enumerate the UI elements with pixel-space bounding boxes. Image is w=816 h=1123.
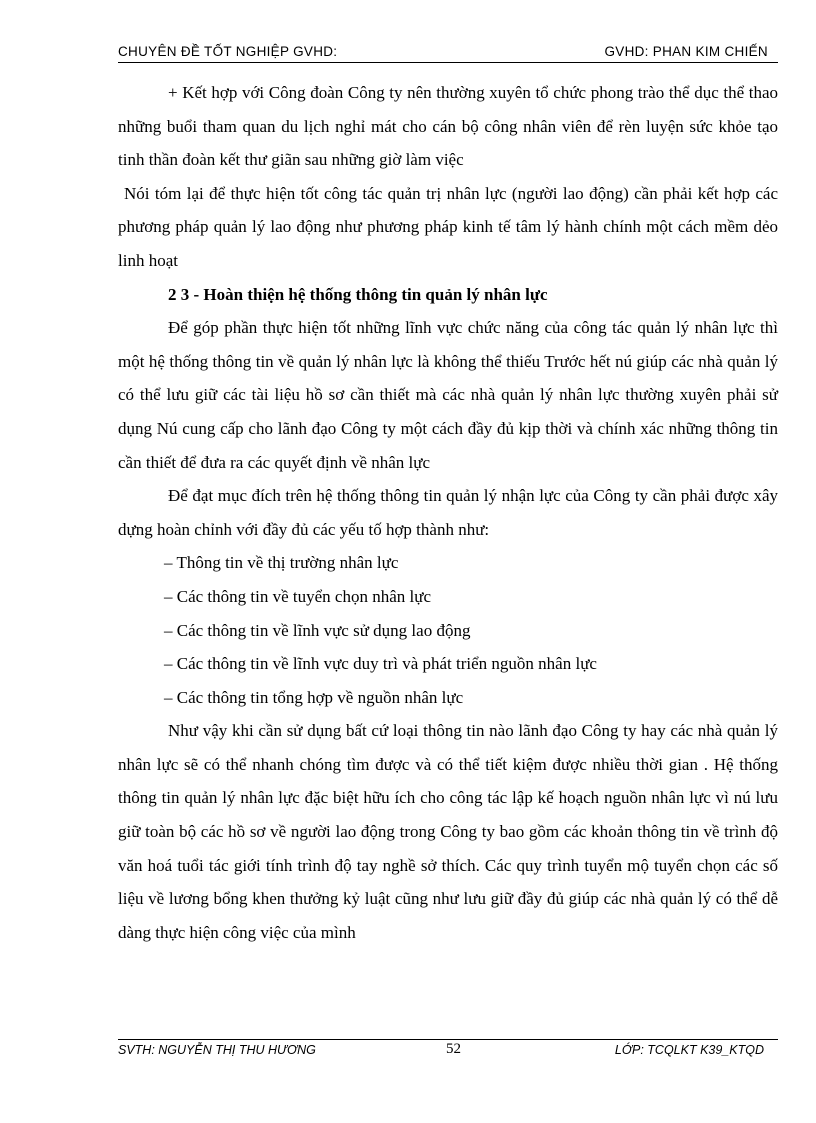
- list-item: – Các thông tin về lĩnh vực sử dụng lao động: [164, 620, 471, 640]
- paragraph-sports-activities: + Kết hợp với Công đoàn Công ty nên thường xuyên tổ chức phong trào thể dục thể thao những buổi tham quan du lịch nghỉ mát cho cán bộ công nhân viên để rèn luyện sức khỏe tạo tinh thần đoàn kết thư giãn sau những giờ làm việc: [118, 83, 778, 170]
- footer-divider: [118, 1039, 778, 1040]
- section-heading: 2 3 - Hoàn thiện hệ thống thông tin quản lý nhân lực: [168, 284, 548, 304]
- list-item: – Thông tin về thị trường nhân lực: [164, 553, 399, 573]
- document-body: [118, 76, 778, 949]
- footer-class: LỚP: TCQLKT K39_KTQD: [614, 1043, 764, 1057]
- list-item: – Các thông tin về tuyển chọn nhân lực: [164, 586, 431, 606]
- list-item: – Các thông tin về lĩnh vực duy trì và phát triển nguồn nhân lực: [164, 654, 597, 674]
- header-divider: [118, 62, 778, 63]
- header-right-text: GVHD: PHAN KIM CHIẾN: [604, 44, 768, 59]
- paragraph-summary: Nói tóm lại để thực hiện tốt công tác quản trị nhân lực (người lao động) cần phải kết hợp các phương pháp quản lý lao động như phương pháp kinh tế tâm lý hành chính một cách mềm dẻo linh hoạt: [118, 183, 778, 270]
- footer-student-name: SVTH: NGUYỄN THỊ THU HƯƠNG: [118, 1043, 316, 1057]
- paragraph-conclusion: Như vậy khi cần sử dụng bất cứ loại thông tin nào lãnh đạo Công ty hay các nhà quản lý nhân lực sẽ có thể nhanh chóng tìm được và có thể tiết kiệm được nhiều thời gian . Hệ thống thông tin quản lý nhân lực đặc biệt hữu ích cho công tác lập kế hoạch nguồn nhân lực vì nú lưu giữ toàn bộ các hồ sơ về người lao động trong Công ty bao gồm các khoản thông tin về trình độ văn hoá tuổi tác giới tính trình độ tay nghề sở thích. Các quy trình tuyển mộ tuyển chọn các số liệu về lương bổng khen thưởng kỷ luật cũng như lưu giữ đầy đủ giúp các nhà quản lý có thể dễ dàng thực hiện công việc của mình: [118, 721, 778, 942]
- paragraph-goal: Để đạt mục đích trên hệ thống thông tin quản lý nhận lực của Công ty cần phải được xây dựng hoàn chỉnh với đầy đủ các yếu tố hợp thành như:: [118, 486, 778, 539]
- list-item: – Các thông tin tổng hợp về nguồn nhân lực: [164, 687, 464, 707]
- paragraph-info-system: Để góp phần thực hiện tốt những lĩnh vực chức năng của công tác quản lý nhân lực thì một hệ thống thông tin về quản lý nhân lực là không thể thiếu Trước hết nú giúp các nhà quản lý có thể lưu giữ các tài liệu hồ sơ cần thiết mà các nhà quản lý nhân lực thường xuyên phải sử dụng Nú cung cấp cho lãnh đạo Công ty một cách đầy đủ kịp thời và chính xác những thông tin cần thiết để đưa ra các quyết định về nhân lực: [118, 318, 778, 472]
- page-header: [118, 42, 778, 64]
- page-number: 52: [446, 1041, 461, 1057]
- page-footer: [118, 1041, 778, 1061]
- header-left-text: CHUYÊN ĐỀ TỐT NGHIỆP GVHD:: [118, 44, 338, 59]
